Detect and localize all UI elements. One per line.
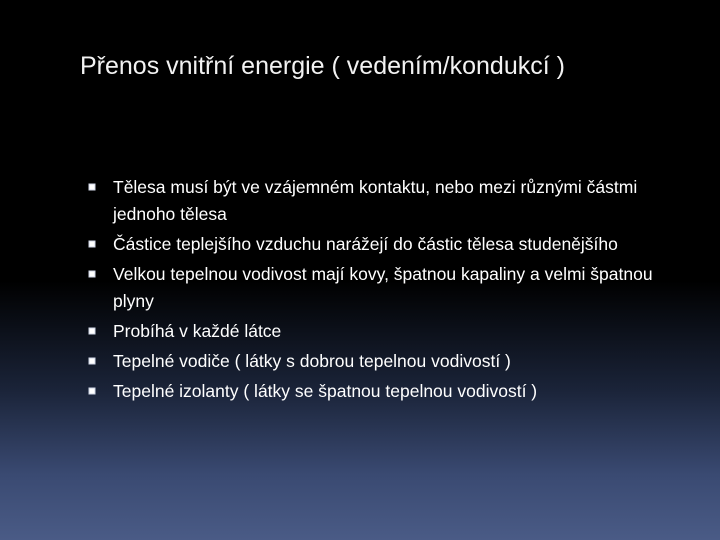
bullet-item — [88, 378, 688, 405]
bullet-text: Tepelné izolanty ( látky se špatnou tepelnou vodivostí ) — [113, 381, 538, 401]
square-bullet-icon — [88, 387, 96, 395]
bullet-item — [88, 231, 688, 258]
bullet-list — [88, 174, 688, 408]
square-bullet-icon — [88, 183, 96, 191]
bullet-text: Tělesa musí být ve vzájemném kontaktu, nebo mezi různými částmi jednoho tělesa — [113, 177, 638, 224]
bullet-item — [88, 261, 688, 315]
bullet-text: Tepelné vodiče ( látky s dobrou tepelnou vodivostí ) — [113, 351, 511, 371]
square-bullet-icon — [88, 240, 96, 248]
bullet-item — [88, 318, 688, 345]
square-bullet-icon — [88, 270, 96, 278]
bullet-text: Velkou tepelnou vodivost mají kovy, špatnou kapaliny a velmi špatnou plyny — [113, 264, 653, 311]
square-bullet-icon — [88, 327, 96, 335]
bullet-item — [88, 174, 688, 228]
bullet-text: Probíhá v každé látce — [113, 321, 282, 341]
slide-title: Přenos vnitřní energie ( vedením/kondukcí ) — [80, 52, 565, 80]
bullet-item — [88, 348, 688, 375]
square-bullet-icon — [88, 357, 96, 365]
bullet-text: Částice teplejšího vzduchu narážejí do částic tělesa studenějšího — [113, 234, 618, 254]
